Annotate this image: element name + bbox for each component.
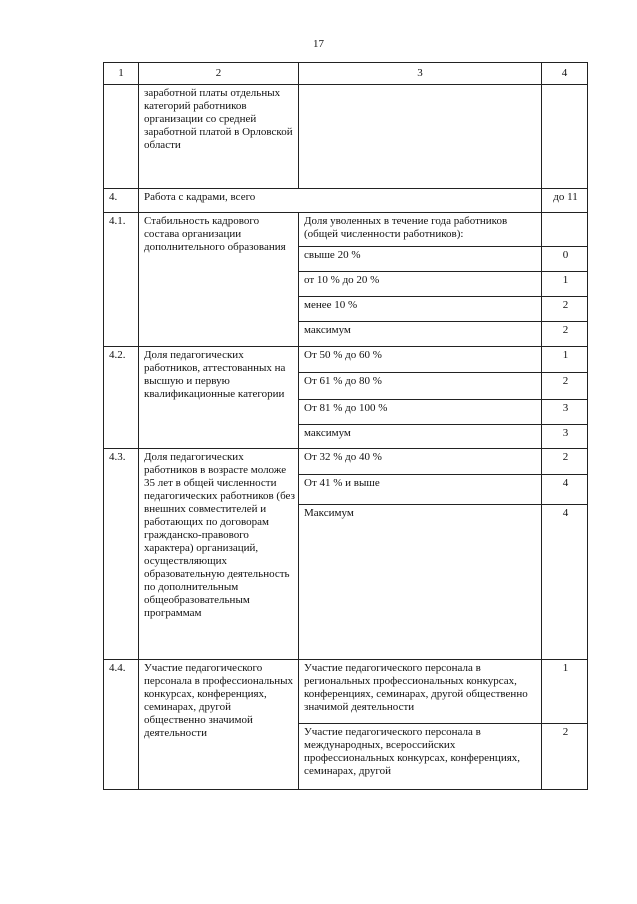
cell-score: 1 xyxy=(542,347,588,373)
cell-score: 4 xyxy=(542,475,588,505)
table-row xyxy=(104,213,588,247)
cell-score: до 11 xyxy=(542,189,588,213)
cell-score: 2 xyxy=(542,449,588,475)
cell-score: 1 xyxy=(542,660,588,724)
cell-indicator: заработной платы отдельных категорий работников организации со средней заработной платой в Орловской области xyxy=(139,85,299,189)
cell-indicator: Доля педагогических работников, аттестованных на высшую и первую квалификационные категории xyxy=(139,347,299,449)
table-header-row xyxy=(104,63,588,85)
cell-score xyxy=(542,213,588,247)
page-number: 17 xyxy=(313,38,324,50)
table-row xyxy=(104,85,588,189)
cell-criterion: Участие педагогического персонала в международных, всероссийских профессиональных конкурсах, конференциях, семинарах, другой xyxy=(299,724,542,790)
cell-number: 4.3. xyxy=(104,449,139,660)
cell-criterion: От 32 % до 40 % xyxy=(299,449,542,475)
cell-criterion: Участие педагогического персонала в региональных профессиональных конкурсах, конференциях, семинарах, другой общественно значимой деятельности xyxy=(299,660,542,724)
table-row-section xyxy=(104,189,588,213)
cell-score: 2 xyxy=(542,297,588,322)
cell-number: 4. xyxy=(104,189,139,213)
cell-criterion: От 41 % и выше xyxy=(299,475,542,505)
cell-criterion: свыше 20 % xyxy=(299,247,542,272)
header-cell: 2 xyxy=(139,63,299,85)
cell-indicator: Стабильность кадрового состава организации дополнительного образования xyxy=(139,213,299,347)
cell-criterion: Максимум xyxy=(299,505,542,660)
cell-criterion: максимум xyxy=(299,322,542,347)
cell-criterion: максимум xyxy=(299,425,542,449)
cell-empty xyxy=(299,85,542,189)
cell-score: 4 xyxy=(542,505,588,660)
cell-score: 2 xyxy=(542,724,588,790)
cell-criterion: От 61 % до 80 % xyxy=(299,373,542,400)
cell-criterion: от 10 % до 20 % xyxy=(299,272,542,297)
cell-score: 3 xyxy=(542,400,588,425)
cell-criterion: От 50 % до 60 % xyxy=(299,347,542,373)
cell-number: 4.2. xyxy=(104,347,139,449)
header-cell: 4 xyxy=(542,63,588,85)
cell-empty xyxy=(104,85,139,189)
table-row xyxy=(104,660,588,724)
criteria-table xyxy=(103,62,588,790)
cell-criterion: Доля уволенных в течение года работников (общей численности работников): xyxy=(299,213,542,247)
cell-score: 0 xyxy=(542,247,588,272)
cell-score: 3 xyxy=(542,425,588,449)
cell-number: 4.4. xyxy=(104,660,139,790)
cell-indicator: Доля педагогических работников в возрасте моложе 35 лет в общей численности педагогических работников (без внешних совместителей и работающих по договорам гражданско-правового характера) организаций, осуществляющих образовательную деятельность по дополнительным общеобразовательным программам xyxy=(139,449,299,660)
cell-empty xyxy=(542,85,588,189)
cell-score: 2 xyxy=(542,373,588,400)
cell-indicator: Участие педагогического персонала в профессиональных конкурсах, конференциях, семинарах, другой общественно значимой деятельности xyxy=(139,660,299,790)
table-row xyxy=(104,449,588,475)
cell-criterion: менее 10 % xyxy=(299,297,542,322)
cell-criterion: От 81 % до 100 % xyxy=(299,400,542,425)
header-cell: 3 xyxy=(299,63,542,85)
table-row xyxy=(104,347,588,373)
header-cell: 1 xyxy=(104,63,139,85)
cell-score: 1 xyxy=(542,272,588,297)
cell-section-title: Работа с кадрами, всего xyxy=(139,189,542,213)
cell-number: 4.1. xyxy=(104,213,139,347)
cell-score: 2 xyxy=(542,322,588,347)
